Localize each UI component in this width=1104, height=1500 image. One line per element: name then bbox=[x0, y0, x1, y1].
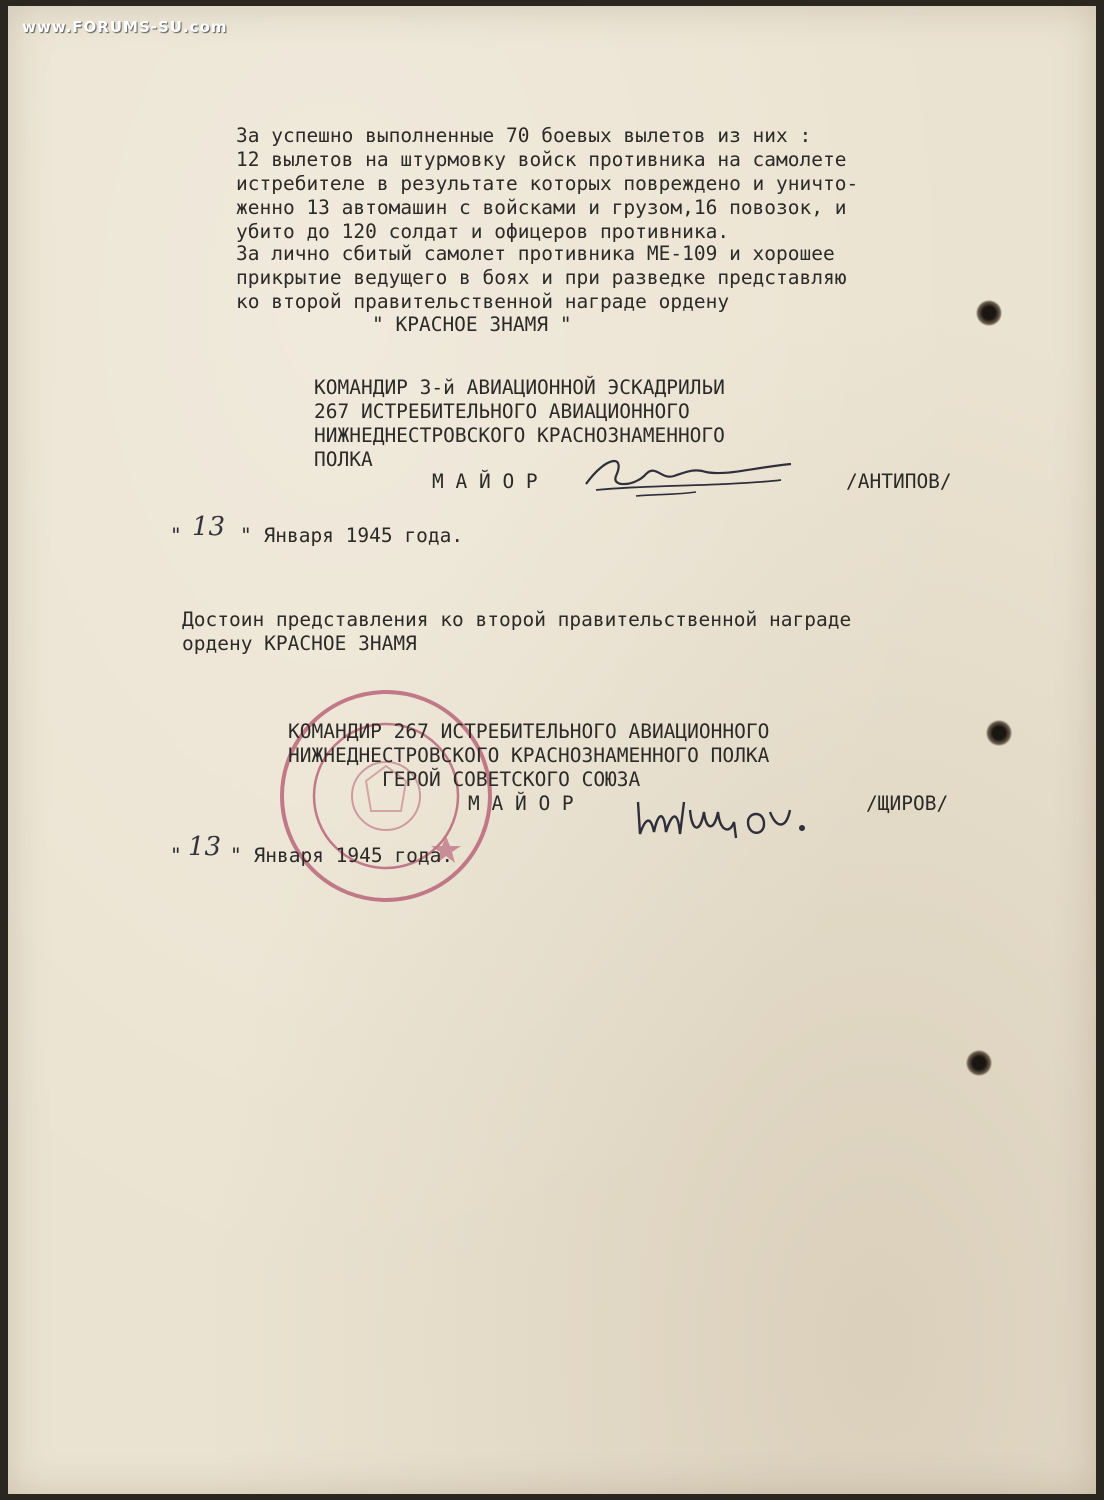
antipov-signature bbox=[576, 446, 806, 506]
recommendation-line: За лично сбитый самолет противника МЕ-109 и хорошее bbox=[236, 242, 835, 265]
signer-title-line: ГЕРОЙ СОВЕТСКОГО СОЮЗА bbox=[382, 768, 641, 791]
signer-name: /АНТИПОВ/ bbox=[846, 470, 952, 493]
document-sheet bbox=[8, 6, 1096, 1494]
signer-title-line: ПОЛКА bbox=[314, 448, 373, 471]
signer-title-line: КОМАНДИР 267 ИСТРЕБИТЕЛЬНОГО АВИАЦИОННОГО bbox=[288, 720, 770, 743]
signer-title-line: НИЖНЕДНЕСТРОВСКОГО КРАСНОЗНАМЕННОГО bbox=[314, 424, 725, 447]
signer-title-line: 267 ИСТРЕБИТЕЛЬНОГО АВИАЦИОННОГО bbox=[314, 400, 690, 423]
shirov-signature bbox=[630, 782, 860, 852]
recommendation-line: 12 вылетов на штурмовку войск противника на самолете bbox=[236, 148, 847, 171]
recommendation-line: ко второй правительственной награде ордену bbox=[236, 290, 730, 313]
recommendation-line: За успешно выполненные 70 боевых вылетов из них : bbox=[236, 124, 812, 147]
punch-hole bbox=[966, 1050, 992, 1076]
recommendation-line: истребителе в результате которых повреждено и уничто- bbox=[236, 172, 859, 195]
signer-name: /ЩИРОВ/ bbox=[866, 792, 949, 815]
signer-title-line: КОМАНДИР 3-й АВИАЦИОННОЙ ЭСКАДРИЛЬИ bbox=[314, 376, 725, 399]
punch-hole bbox=[976, 300, 1002, 326]
date-text: " Января 1945 года. bbox=[230, 844, 454, 867]
punch-hole bbox=[986, 720, 1012, 746]
date-quote-open: " bbox=[170, 844, 182, 867]
site-watermark: www.FORUMS-SU.com bbox=[22, 18, 228, 36]
signer-rank: М А Й О Р bbox=[468, 792, 574, 815]
signer-rank: М А Й О Р bbox=[432, 470, 538, 493]
regiment-stamp bbox=[276, 686, 496, 906]
signer-title-line: НИЖНЕДНЕСТРОВСКОГО КРАСНОЗНАМЕННОГО ПОЛКА bbox=[288, 744, 770, 767]
decision-line: Достоин представления ко второй правительственной награде bbox=[182, 608, 852, 631]
date-day-handwritten: 13 bbox=[192, 512, 226, 542]
award-name: " КРАСНОЕ ЗНАМЯ " bbox=[372, 313, 572, 336]
decision-line: ордену КРАСНОЕ ЗНАМЯ bbox=[182, 632, 417, 655]
recommendation-line: прикрытие ведущего в боях и при разведке представляю bbox=[236, 266, 847, 289]
recommendation-line: женно 13 автомашин с войсками и грузом,16 повозок, и bbox=[236, 196, 847, 219]
date-text: " Января 1945 года. bbox=[240, 524, 464, 547]
date-day-handwritten: 13 bbox=[188, 832, 222, 862]
date-quote-open: " bbox=[170, 524, 182, 547]
recommendation-line: убито до 120 солдат и офицеров противника. bbox=[236, 220, 730, 243]
